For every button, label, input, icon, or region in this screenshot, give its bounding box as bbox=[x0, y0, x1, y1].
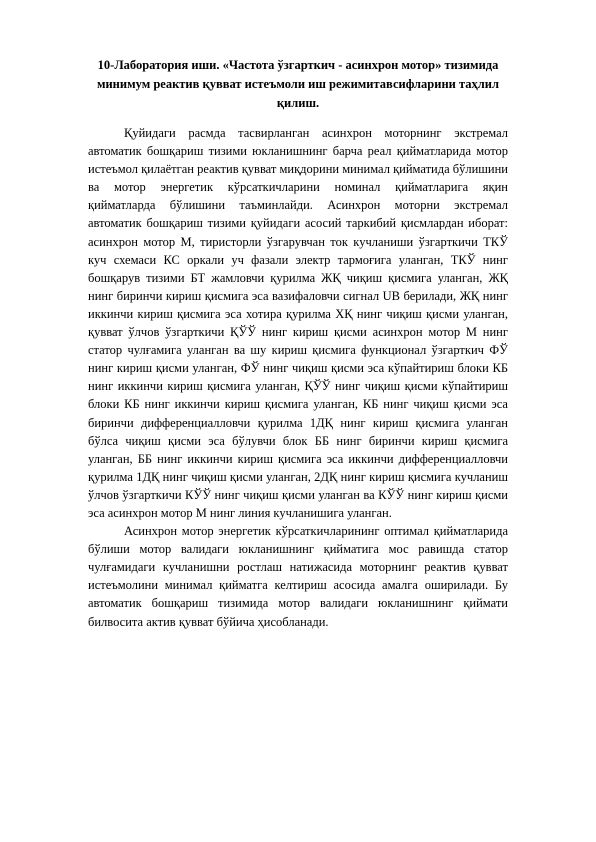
document-body bbox=[88, 124, 508, 631]
document-title: 10-Лаборатория иши. «Частота ўзгарткич - асинхрон мотор» тизимида минимум реактив қувват истеъмоли иш режимитавсифларини таҳлил қилиш. bbox=[96, 58, 500, 110]
paragraph-2: Асинхрон мотор энергетик кўрсаткичларининг оптимал қийматларида бўлиши мотор валидаги юкланишнинг қийматига мос равишда статор чулғамидаги кучланишни ростлаш натижасида моторнинг реактив қувват истеъмолини минимал қийматга келтириш асосида амалга оширилади. Бу автоматик бошқариш тизимида мотор валидаги юкланишнинг қиймати билвосита актив қувват бўйича ҳисобланади. bbox=[88, 524, 508, 629]
paragraph-1: Қуйидаги расмда тасвирланган асинхрон моторнинг экстремал автоматик бошқариш тизими юкланишнинг барча реал қийматларида мотор истеъмол қилаётган реактив қувват миқдорини минимал қийматида бўлишини ва мотор энергетик кўрсаткичларини номинал қийматларига яқин қийматларда бўлишини таъминлайди. Асинхрон моторни экстремал автоматик бошқариш тизими қуйидаги асосий таркибий қисмлардан иборат: асинхрон мотор М, тиристорли ўзгарувчан ток кучланиши ўзгарткичи ТКЎ куч схемаси КС оркали уч фазали электр тармоғига уланган, ТКЎ нинг бошқарув тизими БТ жамловчи қурилма ЖҚ чиқиш қисмига уланган, ЖҚ нинг биринчи кириш қисмига эса вазифаловчи сигнал UВ берилади, ЖҚ нинг иккинчи кириш қисмига эса хотира қурилма ХҚ нинг чиқиш қисми уланган, қувват ўлчов ўзгарткичи ҚЎЎ нинг кириш қисми асинхрон мотор М нинг статор чулғамига уланган ва шу кириш қисмига функционал ўзгарткич ФЎ нинг кириш қисми уланган, ФЎ нинг чиқиш қисми эса кўпайтириш блоки КБ нинг иккинчи кириш қисмига уланган, ҚЎЎ нинг чиқиш қисми кўпайтириш блоки КБ нинг иккинчи кириш қисмига уланган, КБ нинг чиқиш қисми эса биринчи дифференциалловчи қурилма 1ДҚ нинг кириш қисмига уланган бўлса чиқиш қисми эса бўлувчи блок ББ нинг биринчи кириш қисмига уланган, ББ нинг иккинчи кириш қисмига эса иккинчи дифференциалловчи қурилма 1ДҚ нинг чиқиш қисми уланган, 2ДҚ нинг кириш қисмига кучланиш ўлчов ўзгарткичи КЎЎ нинг чиқиш қисми уланган ва КЎЎ нинг кириш қисми эса асинхрон мотор М нинг линия кучланишига уланган. bbox=[88, 126, 508, 520]
